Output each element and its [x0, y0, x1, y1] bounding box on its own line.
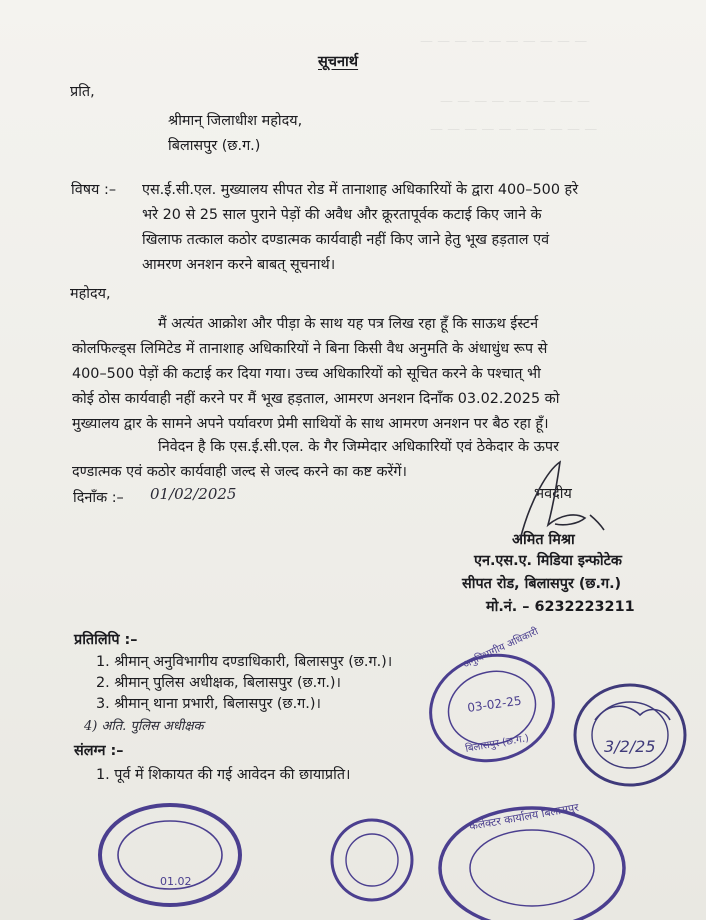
- letter-heading: सूचनार्थ: [318, 54, 359, 70]
- police-stamp: [100, 805, 240, 905]
- signatory-address: सीपत रोड, बिलासपुर (छ.ग.): [462, 576, 622, 592]
- stamp-date: 03-02-25: [466, 693, 523, 715]
- body-line: निवेदन है कि एस.ई.सी.एल. के गैर जिम्मेदार अधिकारियों एवं ठेकेदार के ऊपर: [158, 439, 559, 455]
- to-prefix: प्रति,: [70, 84, 95, 100]
- copy-item: 2. श्रीमान् पुलिस अधीक्षक, बिलासपुर (छ.ग.)।: [96, 675, 341, 691]
- subject-line: एस.ई.सी.एल. मुख्यालय सीपत रोड में तानाशाह अधिकारियों के द्वारा 400–500 हरे: [142, 182, 579, 198]
- date-label: दिनाँक :–: [73, 490, 124, 506]
- stamp-top-text: अनुविभागीय अधिकारी: [461, 626, 541, 671]
- copy-item: 1. श्रीमान् अनुविभागीय दण्डाधिकारी, बिलासपुर (छ.ग.)।: [96, 654, 393, 670]
- district-office-stamp: [440, 801, 624, 920]
- signatory-name: अमित मिश्रा: [512, 532, 575, 548]
- sdm-office-stamp: [419, 625, 566, 774]
- enclosure-item: 1. पूर्व में शिकायत की गई आवेदन की छायाप्रति।: [96, 767, 351, 783]
- subject-line: भरे 20 से 25 साल पुराने पेड़ों की अवैध और क्रूरतापूर्वक कटाई किए जाने के: [142, 207, 542, 223]
- handwritten-copy-item: 4) अति. पुलिस अधीक्षक: [84, 719, 204, 734]
- received-stamp: [575, 685, 685, 785]
- recipient-line: बिलासपुर (छ.ग.): [168, 138, 261, 154]
- signature: [520, 462, 604, 540]
- signatory-org: एन.एस.ए. मिडिया इन्फोटेक: [474, 553, 622, 569]
- body-line: कोई ठोस कार्यवाही नहीं करने पर मैं भूख हड़ताल, आमरण अनशन दिनाँक 03.02.2025 को: [72, 391, 560, 407]
- salutation: महोदय,: [70, 286, 111, 302]
- show-through-text: — — — — — — — — — —: [430, 122, 598, 137]
- handwritten-date: 01/02/2025: [150, 485, 237, 503]
- stamp-bottom-text: बिलासपुर (छ.ग.): [464, 732, 530, 755]
- seal-stamp: [332, 820, 412, 900]
- body-line: मैं अत्यंत आक्रोश और पीड़ा के साथ यह पत्र लिख रहा हूँ कि साऊथ ईस्टर्न: [158, 316, 539, 332]
- subject-line: खिलाफ तत्काल कठोर दण्डात्मक कार्यवाही नहीं किए जाने हेतु भूख हड़ताल एवं: [142, 232, 550, 248]
- copy-item: 3. श्रीमान् थाना प्रभारी, बिलासपुर (छ.ग.)।: [96, 696, 321, 712]
- signatory-phone: मो.नं. – 6232223211: [486, 599, 635, 615]
- recipient-line: श्रीमान् जिलाधीश महोदय,: [168, 113, 303, 129]
- stamp-date: 01.02: [160, 875, 192, 888]
- closing: भवदीय: [534, 486, 572, 502]
- body-line: कोलफिल्ड्स लिमिटेड में तानाशाह अधिकारियों ने बिना किसी वैध अनुमति के अंधाधुंध रूप से: [72, 341, 548, 357]
- body-line: 400–500 पेड़ों की कटाई कर दिया गया। उच्च अधिकारियों को सूचित करने के पश्चात् भी: [72, 366, 541, 382]
- stamp-date: 3/2/25: [604, 737, 656, 756]
- body-line: मुख्यालय द्वार के सामने अपने पर्यावरण प्रेमी साथियों के साथ आमरण अनशन पर बैठ रहा हूँ।: [72, 416, 549, 432]
- subject-label: विषय :–: [71, 182, 117, 198]
- subject-line: आमरण अनशन करने बाबत् सूचनार्थ।: [142, 257, 336, 273]
- enclosure-label: संलग्न :–: [74, 743, 124, 759]
- show-through-text: — — — — — — — — —: [440, 94, 591, 109]
- stamp-text: कलेक्टर कार्यालय बिलासपुर: [468, 800, 580, 833]
- body-line: दण्डात्मक एवं कठोर कार्यवाही जल्द से जल्द करने का कष्ट करेंगें।: [72, 464, 407, 480]
- show-through-text: — — — — — — — — — —: [420, 34, 588, 49]
- copy-label: प्रतिलिपि :–: [74, 632, 138, 648]
